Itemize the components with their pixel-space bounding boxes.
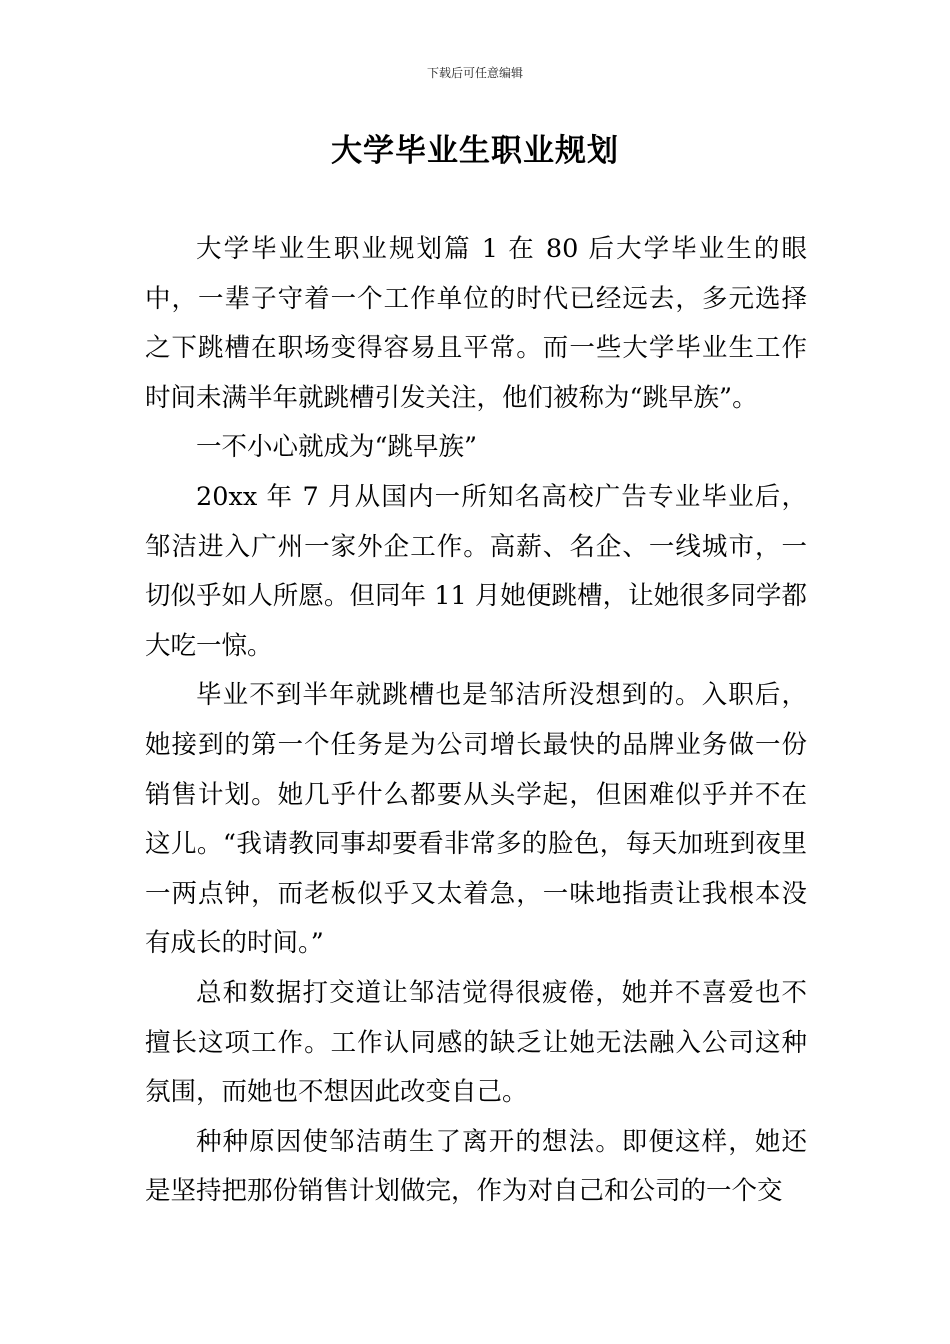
paragraph-3: 20xx 年 7 月从国内一所知名高校广告专业毕业后，邹洁进入广州一家外企工作。高薪、名企、一线城市，一切似乎如人所愿。但同年 11 月她便跳槽，让她很多同学都大吃一惊。 bbox=[145, 481, 807, 661]
paragraph-1: 大学毕业生职业规划篇 1 在 80 后大学毕业生的眼中，一辈子守着一个工作单位的时代已经远去，多元选择之下跳槽在职场变得容易且平常。而一些大学毕业生工作时间未满半年就跳槽引发关注，他们被称为“跳早族”。 bbox=[145, 234, 807, 413]
paragraph-4: 毕业不到半年就跳槽也是邹洁所没想到的。入职后，她接到的第一个任务是为公司增长最快的品牌业务做一份销售计划。她几乎什么都要从头学起，但困难似乎并不在这儿。“我请教同事却要看非常多的脸色，每天加班到夜里一两点钟，而老板似乎又太着急，一味地指责让我根本没有成长的时间。” bbox=[145, 680, 807, 959]
paragraph-5: 总和数据打交道让邹洁觉得很疲倦，她并不喜爱也不擅长这项工作。工作认同感的缺乏让她无法融入公司这种氛围，而她也不想因此改变自己。 bbox=[145, 977, 807, 1108]
paragraph-2: 一不小心就成为“跳早族” bbox=[196, 432, 478, 463]
header-note: 下载后可任意编辑 bbox=[426, 66, 523, 80]
document-title: 大学毕业生职业规划 bbox=[331, 133, 619, 169]
paragraph-6: 种种原因使邹洁萌生了离开的想法。即便这样，她还是坚持把那份销售计划做完，作为对自己和公司的一个交 bbox=[145, 1126, 807, 1207]
document-body bbox=[145, 225, 807, 1217]
